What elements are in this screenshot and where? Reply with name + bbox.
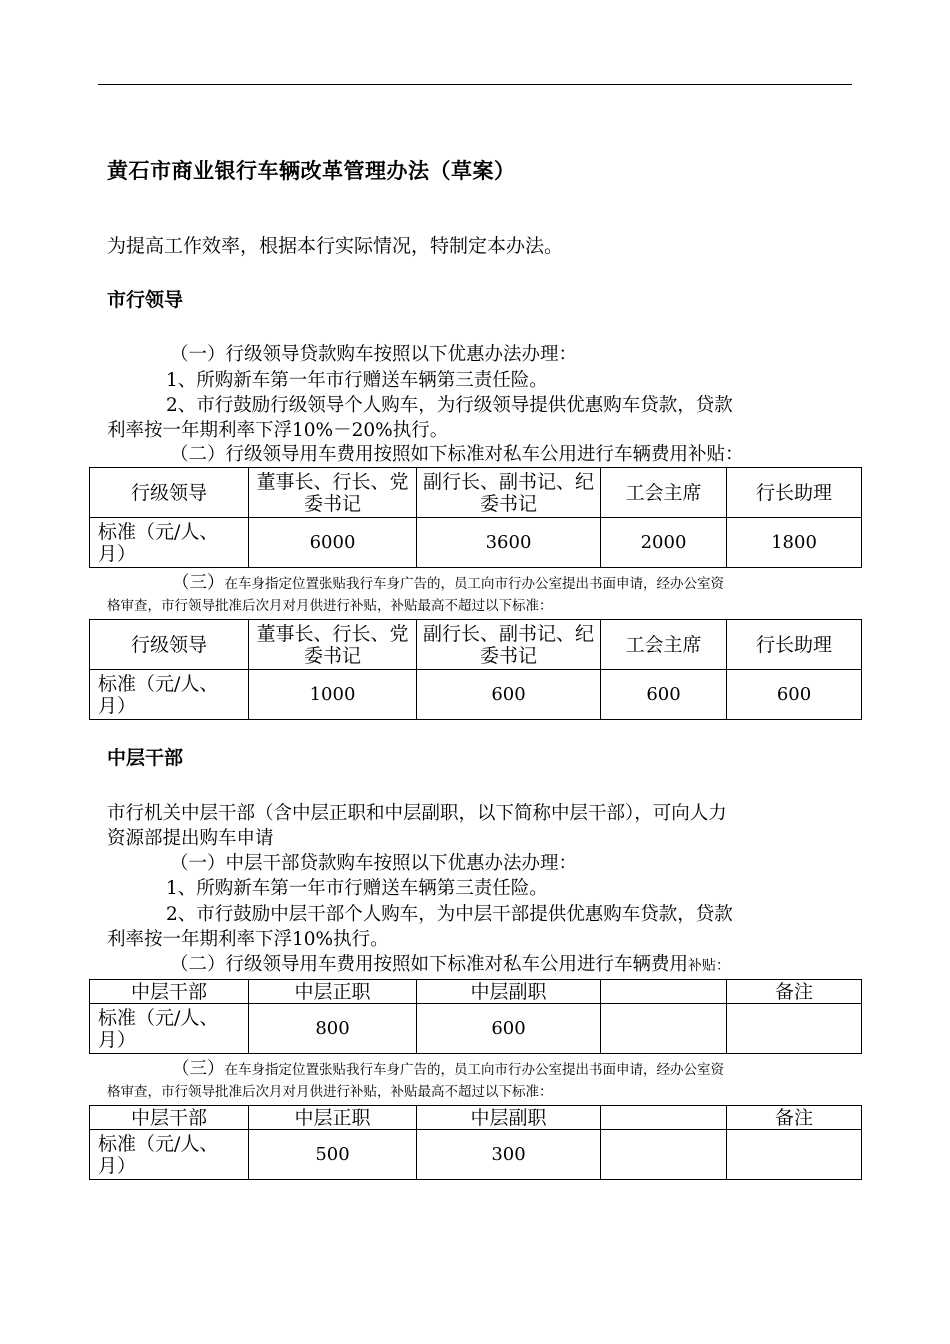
table-header-cell: 中层干部 — [90, 980, 249, 1004]
clause-text: 在车身指定位置张贴我行车身广告的，员工向市行办公室提出书面申请，经办公室资 — [224, 576, 724, 592]
section-heading-middle: 中层干部 — [107, 747, 184, 769]
clause-prefix: （三） — [172, 1059, 225, 1079]
row-label-cell: 标准（元/人、月） — [90, 518, 249, 568]
table-row — [90, 1130, 862, 1180]
table-header-cell: 备注 — [727, 980, 862, 1004]
header-rule — [98, 84, 852, 85]
table-header-cell: 工会主席 — [601, 468, 727, 518]
table-header-row — [90, 620, 862, 670]
table-cell — [601, 1130, 727, 1180]
table-cell: 1000 — [249, 670, 417, 720]
leaders-clause-1: （一）行级领导贷款购车按照以下优惠办法办理： — [170, 344, 578, 365]
section-heading-leaders: 市行领导 — [107, 289, 184, 311]
table-cell: 2000 — [601, 518, 727, 568]
table-header-row — [90, 980, 862, 1004]
table-header-cell: 中层副职 — [417, 980, 601, 1004]
table-cell — [601, 1004, 727, 1054]
table-header-cell: 中层正职 — [249, 980, 417, 1004]
table-header-cell: 中层副职 — [417, 1106, 601, 1130]
middle-clause-1-item-2b: 利率按一年期利率下浮10%执行。 — [107, 929, 389, 950]
row-label-cell: 标准（元/人、月） — [90, 1004, 249, 1054]
table-cell: 600 — [417, 670, 601, 720]
table-cell: 600 — [417, 1004, 601, 1054]
clause-text: （二）行级领导用车费用按照如下标准对私车公用进行车辆费用 — [170, 954, 689, 975]
middle-clause-1: （一）中层干部贷款购车按照以下优惠办法办理： — [170, 853, 578, 874]
clause-prefix: （三） — [172, 573, 225, 593]
leaders-clause-1-item-1: 1、所购新车第一年市行赠送车辆第三责任险。 — [166, 370, 548, 391]
table-header-cell: 行长助理 — [727, 468, 862, 518]
middle-intro-a: 市行机关中层干部（含中层正职和中层副职，以下简称中层干部），可向人力 — [107, 803, 727, 824]
table-row — [90, 670, 862, 720]
middle-clause-3a — [172, 1059, 724, 1080]
leaders-ad-subsidy-table — [89, 619, 862, 720]
leaders-clause-3a — [172, 573, 724, 594]
table-row — [90, 1004, 862, 1054]
table-header-cell: 副行长、副书记、纪委书记 — [417, 620, 601, 670]
table-header-cell: 董事长、行长、党委书记 — [249, 620, 417, 670]
leaders-clause-2: （二）行级领导用车费用按照如下标准对私车公用进行车辆费用补贴： — [170, 444, 744, 465]
table-cell: 800 — [249, 1004, 417, 1054]
clause-tail: 补贴： — [688, 958, 731, 974]
table-cell: 600 — [727, 670, 862, 720]
table-cell — [727, 1004, 862, 1054]
middle-clause-3b: 格审查，市行领导批准后次月对月供进行补贴，补贴最高不超过以下标准： — [107, 1084, 553, 1100]
middle-intro-b: 资源部提出购车申请 — [107, 828, 274, 849]
leaders-clause-1-item-2a: 2、市行鼓励行级领导个人购车，为行级领导提供优惠购车贷款，贷款 — [166, 395, 733, 416]
table-cell — [727, 1130, 862, 1180]
table-header-cell: 中层干部 — [90, 1106, 249, 1130]
leaders-subsidy-table — [89, 467, 862, 568]
table-header-cell: 工会主席 — [601, 620, 727, 670]
table-cell: 300 — [417, 1130, 601, 1180]
table-cell: 3600 — [417, 518, 601, 568]
intro-paragraph: 为提高工作效率，根据本行实际情况，特制定本办法。 — [107, 235, 564, 257]
middle-ad-subsidy-table — [89, 1105, 862, 1180]
row-label-cell: 标准（元/人、月） — [90, 670, 249, 720]
table-header-cell: 副行长、副书记、纪委书记 — [417, 468, 601, 518]
row-label-cell: 标准（元/人、月） — [90, 1130, 249, 1180]
middle-subsidy-table — [89, 979, 862, 1054]
table-header-cell — [601, 1106, 727, 1130]
table-header-cell: 董事长、行长、党委书记 — [249, 468, 417, 518]
table-header-cell — [601, 980, 727, 1004]
middle-clause-1-item-2a: 2、市行鼓励中层干部个人购车，为中层干部提供优惠购车贷款，贷款 — [166, 904, 733, 925]
table-header-cell: 中层正职 — [249, 1106, 417, 1130]
leaders-clause-3b: 格审查，市行领导批准后次月对月供进行补贴，补贴最高不超过以下标准： — [107, 598, 553, 614]
table-cell: 6000 — [249, 518, 417, 568]
table-header-cell: 行级领导 — [90, 468, 249, 518]
clause-text: 在车身指定位置张贴我行车身广告的，员工向市行办公室提出书面申请，经办公室资 — [224, 1062, 724, 1078]
table-cell: 600 — [601, 670, 727, 720]
document-title: 黄石市商业银行车辆改革管理办法（草案） — [107, 159, 516, 183]
table-header-cell: 行级领导 — [90, 620, 249, 670]
table-header-cell: 备注 — [727, 1106, 862, 1130]
table-header-row — [90, 468, 862, 518]
table-cell: 1800 — [727, 518, 862, 568]
middle-clause-2 — [170, 953, 730, 978]
middle-clause-1-item-1: 1、所购新车第一年市行赠送车辆第三责任险。 — [166, 878, 548, 899]
table-header-cell: 行长助理 — [727, 620, 862, 670]
table-cell: 500 — [249, 1130, 417, 1180]
table-row — [90, 518, 862, 568]
leaders-clause-1-item-2b: 利率按一年期利率下浮10%－20%执行。 — [107, 420, 449, 441]
table-header-row — [90, 1106, 862, 1130]
